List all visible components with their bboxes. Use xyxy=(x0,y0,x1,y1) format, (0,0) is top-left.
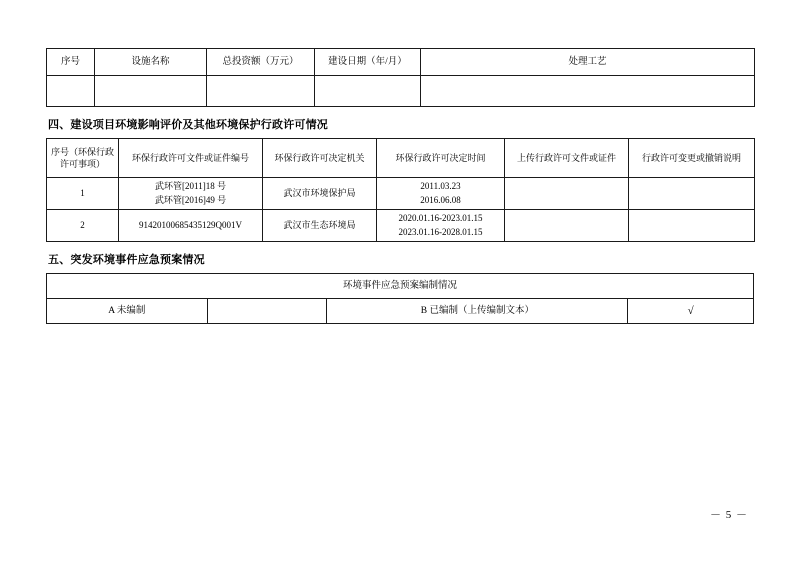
permit-cell-change-note xyxy=(629,178,755,210)
permit-cell-authority: 武汉市环境保护局 xyxy=(263,178,377,210)
emergency-plan-header: 环境事件应急预案编制情况 xyxy=(47,274,754,299)
permit-header-index: 序号（环保行政许可事项） xyxy=(47,139,119,178)
table-header-row xyxy=(47,274,754,299)
section-four-title: 四、建设项目环境影响评价及其他环境保护行政许可情况 xyxy=(48,119,328,131)
permit-cell-authority: 武汉市生态环境局 xyxy=(263,210,377,242)
table-row xyxy=(47,210,755,242)
emergency-option-a-label: A 未编制 xyxy=(47,299,208,324)
emergency-plan-table xyxy=(46,273,754,324)
permit-header-document-number: 环保行政许可文件或证件编号 xyxy=(119,139,263,178)
permit-header-authority: 环保行政许可决定机关 xyxy=(263,139,377,178)
permit-cell-upload xyxy=(505,178,629,210)
permit-doc-line-2: 武环管[2016]49 号 xyxy=(154,194,227,205)
permit-header-upload: 上传行政许可文件或证件 xyxy=(505,139,629,178)
table-row xyxy=(47,299,754,324)
permit-cell-change-note xyxy=(629,210,755,242)
permit-cell-decision-time xyxy=(377,210,505,242)
table1-header-facility-name: 设施名称 xyxy=(95,49,207,76)
table1-header-build-date: 建设日期（年/月） xyxy=(315,49,421,76)
emergency-option-b-value: √ xyxy=(628,299,754,324)
permit-cell-index: 1 xyxy=(47,178,119,210)
emergency-option-a-value xyxy=(207,299,327,324)
table1-header-process: 处理工艺 xyxy=(421,49,755,76)
table1-cell-build-date xyxy=(315,76,421,107)
table1-cell-process xyxy=(421,76,755,107)
table1-cell-investment xyxy=(207,76,315,107)
table-header-row xyxy=(47,139,755,178)
table1-header-index: 序号 xyxy=(47,49,95,76)
permit-date-line-2: 2023.01.16-2028.01.15 xyxy=(398,226,483,237)
section-five-title: 五、突发环境事件应急预案情况 xyxy=(48,254,205,266)
permit-doc-line-1: 91420100685435129Q001V xyxy=(139,219,242,230)
permit-cell-document-number xyxy=(119,210,263,242)
permit-doc-line-1: 武环管[2011]18 号 xyxy=(155,181,226,192)
permit-date-line-1: 2020.01.16-2023.01.15 xyxy=(398,213,483,224)
permit-date-line-2: 2016.06.08 xyxy=(420,194,461,205)
table1-header-investment: 总投资额（万元） xyxy=(207,49,315,76)
table1-cell-index xyxy=(47,76,95,107)
table-header-row xyxy=(47,49,755,76)
environmental-permit-table xyxy=(46,138,755,242)
pollution-facility-table xyxy=(46,48,755,107)
permit-cell-index: 2 xyxy=(47,210,119,242)
permit-header-decision-time: 环保行政许可决定时间 xyxy=(377,139,505,178)
permit-cell-upload xyxy=(505,210,629,242)
table-row xyxy=(47,76,755,107)
table1-cell-facility-name xyxy=(95,76,207,107)
permit-header-change-note: 行政许可变更或撤销说明 xyxy=(629,139,755,178)
permit-cell-document-number xyxy=(119,178,263,210)
page-number: － 5 － xyxy=(710,509,748,521)
table-row xyxy=(47,178,755,210)
permit-date-line-1: 2011.03.23 xyxy=(420,181,461,192)
emergency-option-b-label: B 已编制（上传编制文本） xyxy=(327,299,628,324)
permit-cell-decision-time xyxy=(377,178,505,210)
